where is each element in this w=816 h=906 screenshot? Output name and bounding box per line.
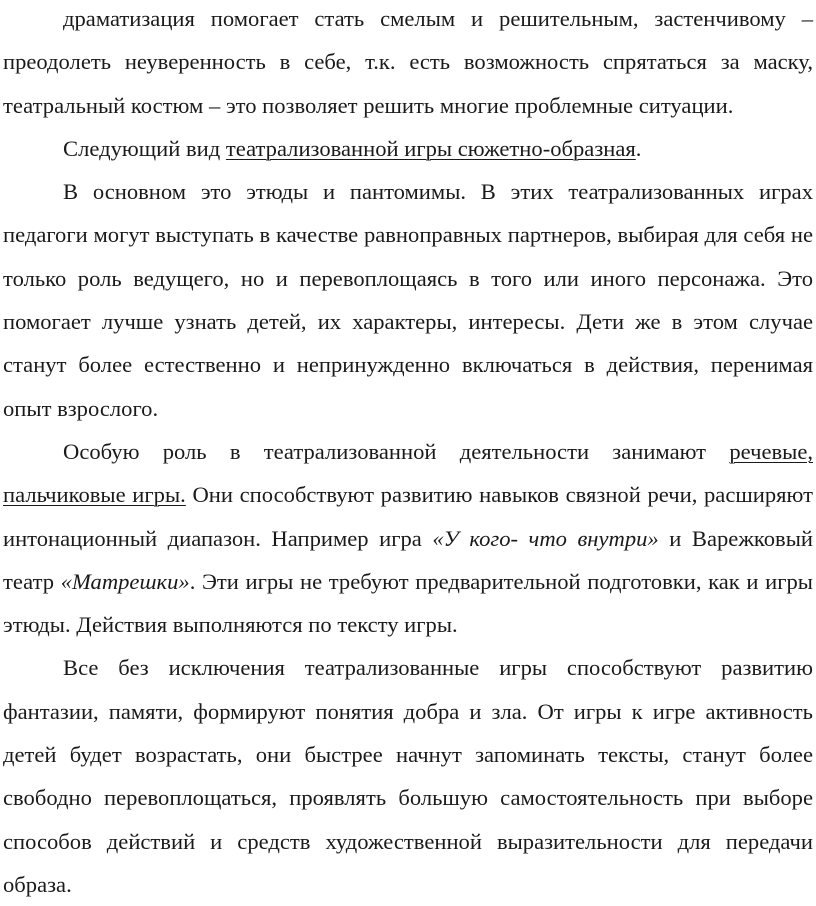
text-fragment: и Варежковый театр: [3, 525, 813, 594]
paragraph-etudes: [3, 170, 813, 430]
paragraph-text: Все без исключения театрализованные игры способствуют развитию фантазии, памяти, формируют понятия добра и зла. От игры к игре активность детей будет возрастать, они быстрее начнут запоминать тексты, станут более свободно перевоплощаться, проявлять большую самостоятельность при выборе способов действий и средств художественной выразительности для передачи образа.: [3, 655, 813, 897]
paragraph-story-play: [3, 127, 813, 170]
text-fragment: . Эти игры не требуют предварительной подготовки, как и игры этюды. Действия выполняются по тексту игры.: [3, 568, 813, 638]
text-fragment: Особую роль в театрализованной деятельности занимают: [63, 438, 730, 464]
paragraph-speech-games: [3, 430, 813, 646]
text-fragment: Следующий вид: [63, 135, 226, 161]
paragraph-text: драматизация помогает стать смелым и решительным, застенчивому – преодолеть неуверенность в себе, т.к. есть возможность спрятаться за маску, театральный костюм – это позволяет решить многие проблемные ситуации.: [3, 6, 813, 118]
italic-game-title: «У кого- что внутри»: [432, 525, 659, 551]
paragraph-continuation: [3, 0, 813, 127]
paragraph-text: В основном это этюды и пантомимы. В этих театрализованных играх педагоги могут выступать в качестве равноправных партнеров, выбирая для себя не только роль ведущего, но и перевоплощаясь в того или иного персонажа. Это помогает лучше узнать детей, их характеры, интересы. Дети же в этом случае станут более естественно и непринужденно включаться в действия, перенимая опыт взрослого.: [3, 179, 813, 421]
underlined-term: речевые, пальчиковые игры.: [3, 438, 813, 508]
text-fragment: .: [635, 135, 642, 161]
underlined-term: театрализованной игры сюжетно-образная: [225, 135, 636, 161]
paragraph-conclusion: [3, 646, 813, 906]
text-fragment: Они способствуют развитию навыков связной речи, расширяют интонационный диапазон. Например игра: [3, 482, 813, 551]
document-page: [3, 0, 813, 906]
italic-theatre-title: «Матрешки»: [60, 568, 190, 594]
